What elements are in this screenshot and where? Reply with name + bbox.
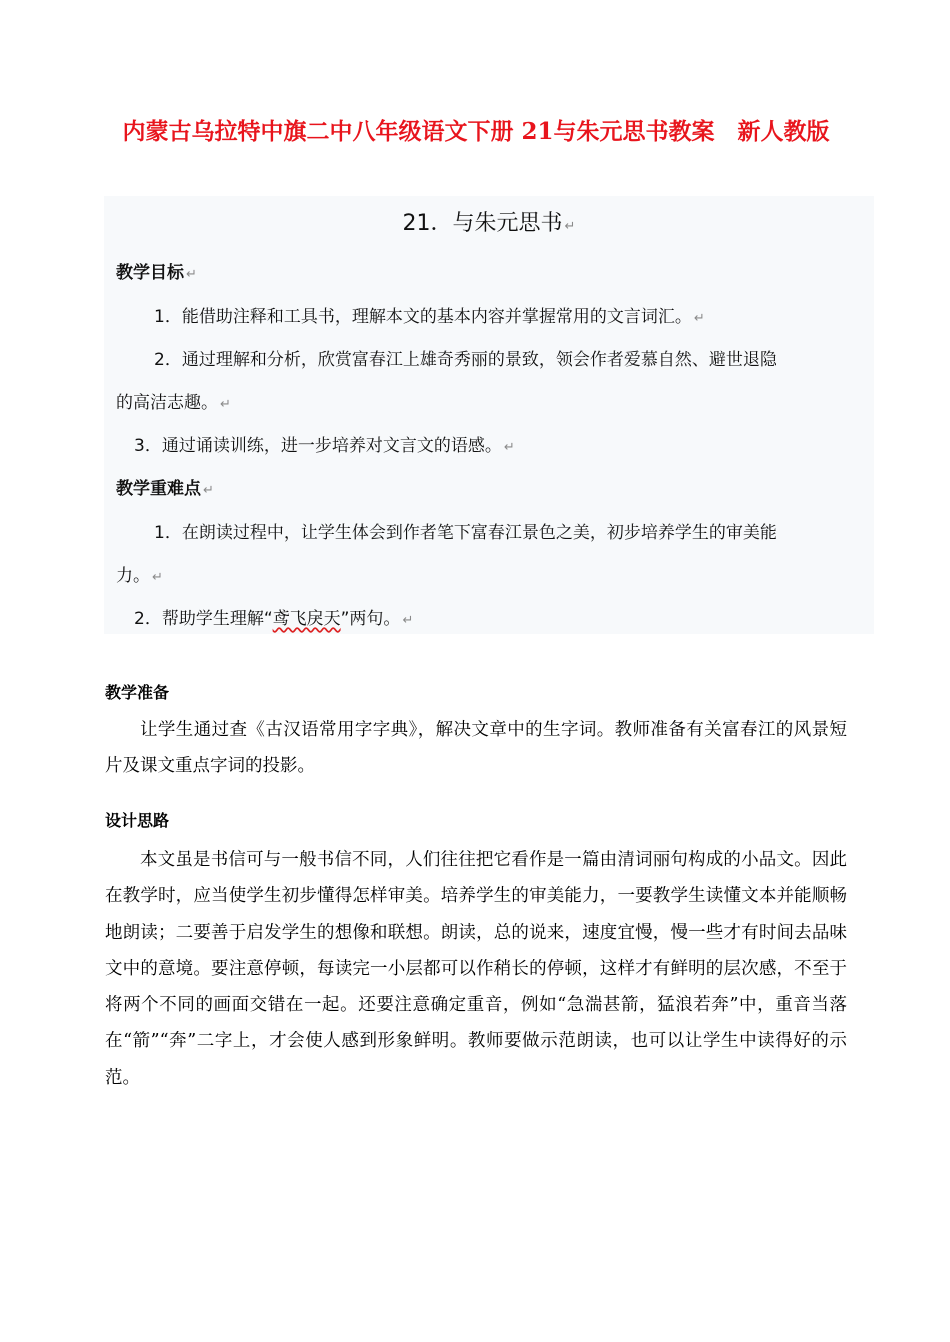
preparation-paragraph: 让学生通过查《古汉语常用字字典》，解决文章中的生字词。教师准备有关富春江的风景短片及课文重点字词的投影。 xyxy=(105,720,847,777)
document-title: 内蒙古乌拉特中旗二中八年级语文下册 21与朱元思书教案 新人教版 xyxy=(122,118,830,145)
goal-item: 2．通过理解和分析，欣赏富春江上雄奇秀丽的景致，领会作者爱慕自然、避世退隐 xyxy=(154,350,777,370)
preparation-heading: 教学准备 xyxy=(105,683,170,702)
key-point-item: 2．帮助学生理解“鸢飞戾天”两句。 ↵ xyxy=(134,609,414,629)
design-paragraph: 本文虽是书信可与一般书信不同，人们往往把它看作是一篇由清词丽句构成的小品文。因此在教学时，应当使学生初步懂得怎样审美。培养学生的审美能力，一要教学生读懂文本并能顺畅地朗读；二要善于启发学生的想像和联想。朗读，总的说来，速度宜慢，慢一些才有时间去品味文中的意境。要注意停顿，每读完一小层都可以作稍长的停顿，这样才有鲜明的层次感，不至于将两个不同的画面交错在一起。还要注意确定重音，例如“急湍甚箭，猛浪若奔”中，重音当落在“箭”“奔”二字上，才会使人感到形象鲜明。教师要做示范朗读，也可以让学生中读得好的示范。 xyxy=(105,850,847,1088)
paragraph-mark: ↵ xyxy=(402,613,414,628)
key-point-item-continuation: 力。 ↵ xyxy=(116,566,163,586)
design-heading: 设计思路 xyxy=(105,811,170,830)
goal-item: 3．通过诵读训练，进一步培养对文言文的语感。 ↵ xyxy=(134,436,515,456)
paragraph-mark: ↵ xyxy=(693,311,705,326)
goal-item-continuation: 的高洁志趣。 ↵ xyxy=(116,393,231,413)
embedded-lesson-image xyxy=(104,196,874,634)
spellcheck-underlined-phrase: 鸢飞戾天 xyxy=(272,609,341,629)
goal-item: 1．能借助注释和工具书，理解本文的基本内容并掌握常用的文言词汇。 ↵ xyxy=(154,307,705,327)
key-points-heading: 教学重难点 ↵ xyxy=(116,479,214,499)
paragraph-mark: ↵ xyxy=(503,440,515,455)
key-point-item: 1．在朗读过程中，让学生体会到作者笔下富春江景色之美，初步培养学生的审美能 xyxy=(154,523,777,543)
paragraph-mark: ↵ xyxy=(152,570,163,585)
paragraph-mark: ↵ xyxy=(203,483,214,498)
paragraph-mark: ↵ xyxy=(220,397,231,412)
embedded-title: 21．与朱元思书 ↵ xyxy=(402,211,576,236)
paragraph-mark: ↵ xyxy=(186,267,197,282)
paragraph-mark: ↵ xyxy=(564,219,576,234)
goals-heading: 教学目标 ↵ xyxy=(116,263,197,283)
